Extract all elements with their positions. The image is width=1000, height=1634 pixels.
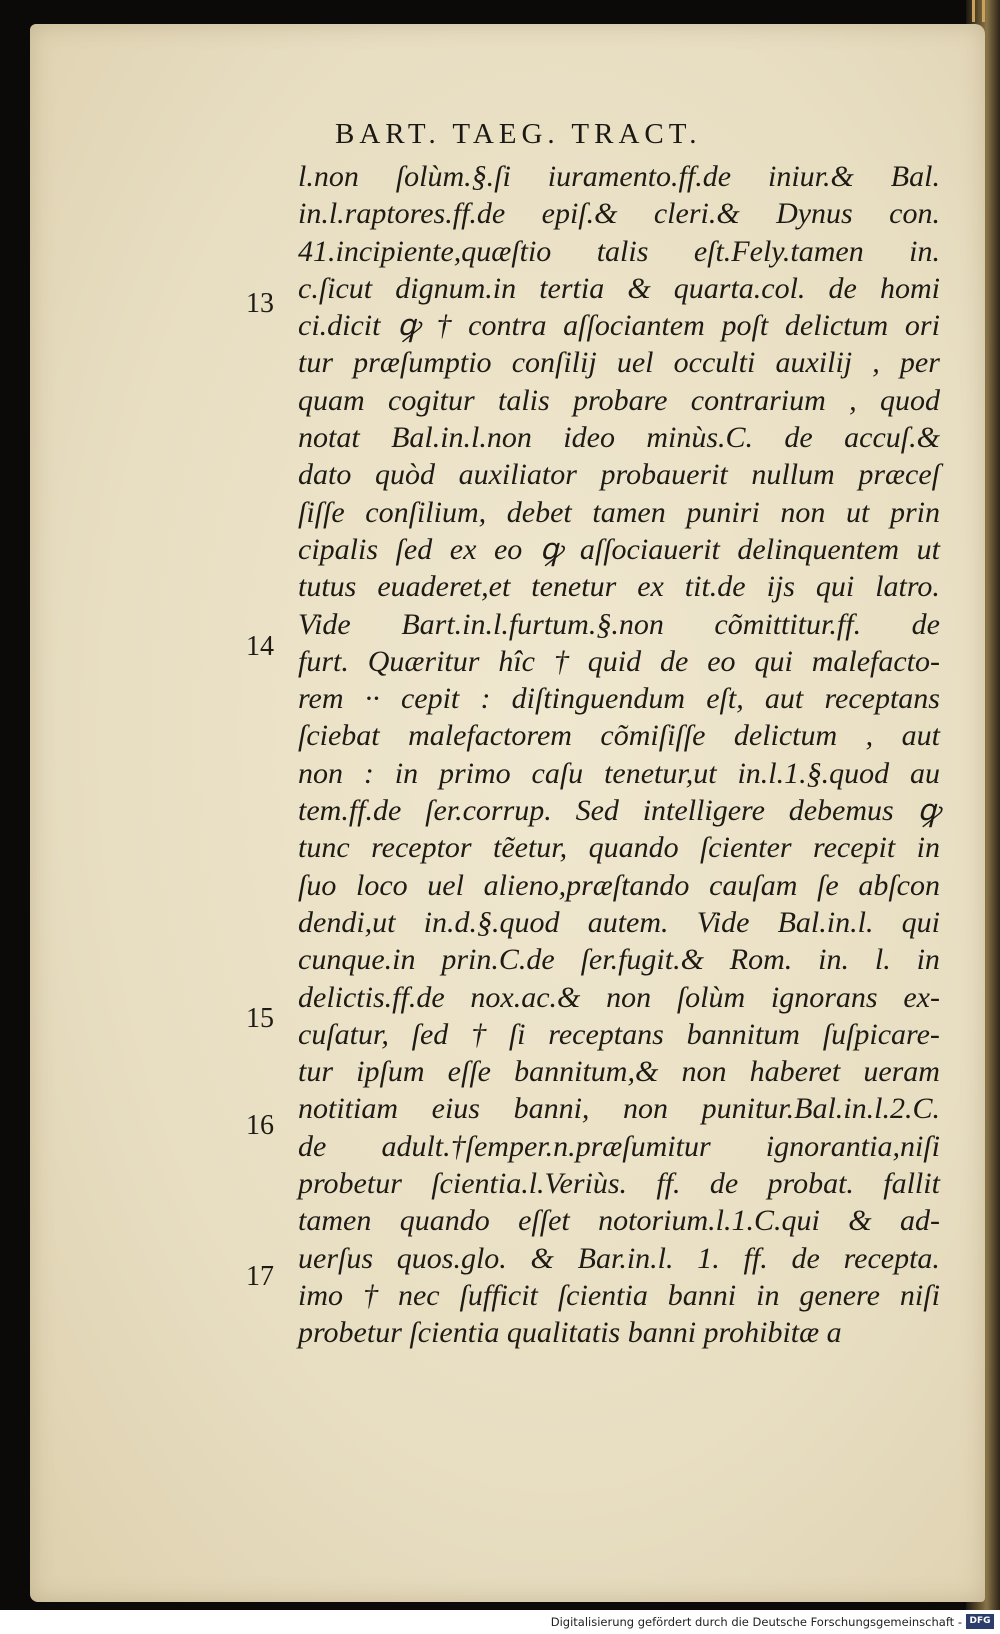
text-line: dato quòd auxiliator probauerit nullum præceſ: [298, 458, 940, 492]
text-line: in.l.raptores.ff.de epiſ.& cleri.& Dynus con.: [298, 197, 940, 231]
margin-number-16: 16: [246, 1110, 274, 1141]
text-line: rem ·· cepit : diſtinguendum eſt, aut receptans: [298, 682, 940, 716]
edge-stripe: [982, 0, 985, 22]
text-line: imo † nec ſufficit ſcientia banni in genere niſi: [298, 1278, 940, 1312]
dfg-logo: DFG: [966, 1614, 994, 1629]
margin-number-17: 17: [246, 1261, 274, 1292]
footer: [0, 1610, 1000, 1634]
text-line: cuſatur, ſed † ſi receptans bannitum ſuſpicare-: [298, 1017, 940, 1051]
text-line: probetur ſcientia qualitatis banni prohibitæ a: [298, 1316, 842, 1350]
text-line: notat Bal.in.l.non ideo minùs.C. de accuſ.&: [298, 421, 940, 455]
edge-stripe: [972, 0, 975, 22]
text-line: delictis.ff.de nox.ac.& non ſolùm ignorans ex-: [298, 980, 940, 1014]
text-line: de adult.†ſemper.n.præſumitur ignorantia,niſi: [298, 1129, 940, 1163]
text-line: ci.dicit ꝙ † contra aſſociantem poſt delictum ori: [298, 309, 940, 343]
running-head: BART. TAEG. TRACT.: [335, 118, 702, 150]
text-line: notitiam eius banni, non punitur.Bal.in.l.2.C.: [298, 1092, 940, 1126]
text-line: tem.ff.de ſer.corrup. Sed intelligere debemus ꝙ: [298, 794, 940, 828]
text-line: furt. Quæritur hîc † quid de eo qui malefacto-: [298, 644, 940, 678]
text-line: Vide Bart.in.l.furtum.§.non cõmittitur.ff. de: [298, 607, 940, 641]
text-line: 41.incipiente,quæſtio talis eſt.Fely.tamen in.: [298, 234, 940, 268]
text-line: tunc receptor tẽetur, quando ſcienter recepit in: [298, 831, 940, 865]
text-line: uerſus quos.glo. & Bar.in.l. 1. ff. de recepta.: [298, 1241, 940, 1275]
text-line: tur ipſum eſſe bannitum,& non haberet ueram: [298, 1055, 940, 1089]
margin-number-13: 13: [246, 288, 274, 319]
text-line: cunque.in prin.C.de ſer.fugit.& Rom. in. l. in: [298, 943, 940, 977]
text-line: ſciebat malefactorem cõmiſiſſe delictum , aut: [298, 719, 940, 753]
text-line: non : in primo caſu tenetur,ut in.l.1.§.quod au: [298, 756, 940, 790]
margin-number-14: 14: [246, 631, 274, 662]
text-line: probetur ſcientia.l.Veriùs. ff. de probat. fallit: [298, 1167, 940, 1201]
text-line: ſuo loco uel alieno,præſtando cauſam ſe abſcon: [298, 868, 940, 902]
text-line: tutus euaderet,et tenetur ex tit.de ijs qui latro.: [298, 570, 940, 604]
text-line: dendi,ut in.d.§.quod autem. Vide Bal.in.l. qui: [298, 905, 940, 939]
text-line: c.ſicut dignum.in tertia & quarta.col. de homi: [298, 271, 940, 305]
text-line: ſiſſe conſilium, debet tamen puniri non ut prin: [298, 495, 940, 529]
body-text: [298, 158, 940, 1352]
text-line: l.non ſolùm.§.ſi iuramento.ff.de iniur.& Bal.: [298, 160, 940, 193]
text-line: quam cogitur talis probare contrarium , quod: [298, 383, 940, 417]
text-line: tamen quando eſſet notorium.l.1.C.qui & ad-: [298, 1204, 940, 1238]
text-line: cipalis ſed ex eo ꝙ aſſociauerit delinquentem ut: [298, 532, 940, 566]
text-line: tur præſumptio conſilij uel occulti auxilij , per: [298, 346, 940, 380]
footer-credit: Digitalisierung gefördert durch die Deutsche Forschungsgemeinschaft -: [550, 1615, 962, 1629]
margin-number-15: 15: [246, 1003, 274, 1034]
